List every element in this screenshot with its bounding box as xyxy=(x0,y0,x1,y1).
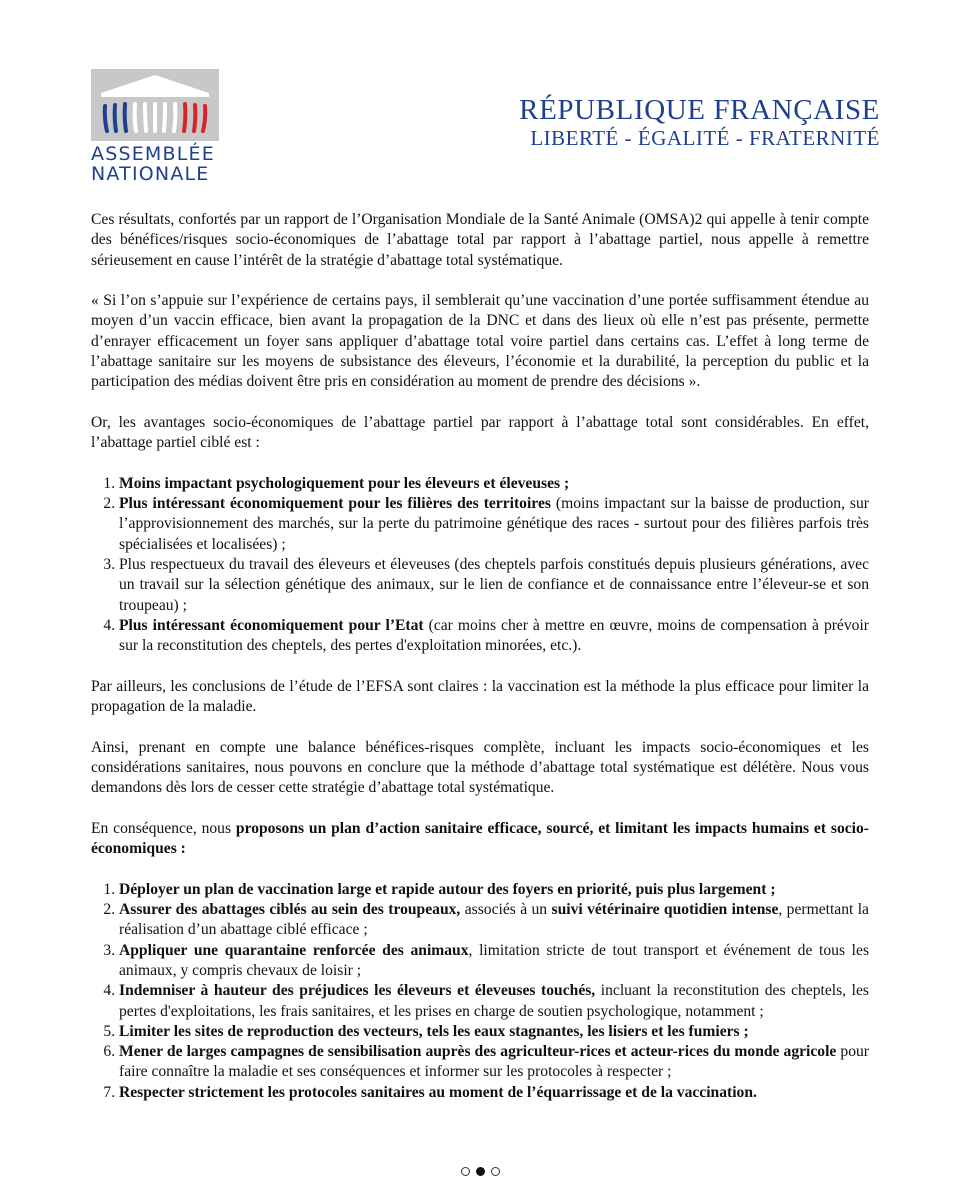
hemicycle-emblem xyxy=(91,69,219,141)
republic-title: RÉPUBLIQUE FRANÇAISE xyxy=(519,94,880,126)
advantages-list xyxy=(91,474,869,657)
logo-wordmark xyxy=(91,144,219,184)
page-indicator xyxy=(0,1163,960,1181)
list-item: 1. Déployer un plan de vaccination large et rapide autour des foyers en priorité, puis plus largement ; xyxy=(119,880,869,900)
list-item: 3. Plus respectueux du travail des éleveurs et éleveuses (des cheptels parfois constitués depuis plusieurs générations, avec un travail sur la sélection génétique des animaux, sur le lien de confiance et de connaissance entre l’éleveur-se et son troupeau) ; xyxy=(119,555,869,616)
paragraph-omsa: Ces résultats, confortés par un rapport de l’Organisation Mondiale de la Santé Animale (OMSA)2 qui appelle à tenir compte des bénéfices/risques socio-économiques de l’abattage total par rapport à l’abattage partiel, nous appelle à remettre sérieusement en cause l’intérêt de la stratégie d’abattage total systématique. xyxy=(91,211,869,269)
page-dot-1[interactable] xyxy=(461,1167,470,1176)
republic-header xyxy=(519,94,880,150)
list-item: 4. Indemniser à hauteur des préjudices les éleveurs et éleveuses touchés, incluant la reconstitution des cheptels, les pertes d'exploitations, les frais sanitaires, et les prises en charge de soutien psychologique, notamment ; xyxy=(119,981,869,1022)
assemblee-nationale-logo xyxy=(91,69,219,184)
action-plan-list xyxy=(91,880,869,1103)
list-item: 2. Assurer des abattages ciblés au sein des troupeaux, associés à un suivi vétérinaire quotidien intense, permettant la réalisation d’un abattage ciblé efficace ; xyxy=(119,900,869,941)
hemicycle-icon xyxy=(91,69,219,141)
paragraph-advantages-intro: Or, les avantages socio-économiques de l’abattage partiel par rapport à l’abattage total sont considérables. En effet, l’abattage partiel ciblé est : xyxy=(91,413,869,452)
logo-line-2: NATIONALE xyxy=(91,163,210,185)
list-item: 5. Limiter les sites de reproduction des vecteurs, tels les eaux stagnantes, les lisiers et les fumiers ; xyxy=(119,1022,869,1042)
paragraph-plan-intro: En conséquence, nous proposons un plan d’action sanitaire efficace, sourcé, et limitant les impacts humains et socio-économiques : xyxy=(91,819,869,858)
document-body xyxy=(91,210,869,1123)
paragraph-quote: « Si l’on s’appuie sur l’expérience de certains pays, il semblerait qu’une vaccination d’une portée suffisamment étendue au moyen d’un vaccin efficace, bien avant la propagation de la DNC et dans des lieux où elle n’est pas présente, permette d’enrayer efficacement un foyer sans appliquer d’abattage total voire partiel dans certains cas. L’effet à long terme de l’abattage sanitaire sur les moyens de subsistance des éleveurs, l’économie et la durabilité, la perception du public et la participation des médias doivent être pris en considération au moment de prendre des décisions ». xyxy=(91,292,869,391)
list-item: 2. Plus intéressant économiquement pour les filières des territoires (moins impactant sur la baisse de production, sur l’approvisionnement des marchés, sur la perte du patrimoine génétique des races - surtout pour des filières parfois très spécialisées et localisées) ; xyxy=(119,494,869,555)
list-item: 1. Moins impactant psychologiquement pour les éleveurs et éleveuses ; xyxy=(119,474,869,494)
list-item: 6. Mener de larges campagnes de sensibilisation auprès des agriculteur-rices et acteur-rices du monde agricole pour faire connaître la maladie et ses conséquences et informer sur les protocoles à respecter ; xyxy=(119,1042,869,1083)
paragraph-conclusion: Ainsi, prenant en compte une balance bénéfices-risques complète, incluant les impacts socio-économiques et les considérations sanitaires, nous pouvons en conclure que la méthode d’abattage total systématique est délétère. Nous vous demandons dès lors de cesser cette stratégie d’abattage total systématique. xyxy=(91,738,869,797)
list-item: 7. Respecter strictement les protocoles sanitaires au moment de l’équarrissage et de la vaccination. xyxy=(119,1083,869,1103)
republic-motto: LIBERTÉ - ÉGALITÉ - FRATERNITÉ xyxy=(530,126,880,150)
page-dot-2[interactable] xyxy=(476,1167,485,1176)
logo-line-1: ASSEMBLÉE xyxy=(91,143,215,165)
list-item: 4. Plus intéressant économiquement pour l’Etat (car moins cher à mettre en œuvre, moins de compensation à prévoir sur la reconstitution des cheptels, des pertes d'exploitation minorées, etc.). xyxy=(119,616,869,657)
list-item: 3. Appliquer une quarantaine renforcée des animaux, limitation stricte de tout transport et événement de tous les animaux, y compris chevaux de loisir ; xyxy=(119,941,869,982)
paragraph-efsa: Par ailleurs, les conclusions de l’étude de l’EFSA sont claires : la vaccination est la méthode la plus efficace pour limiter la propagation de la maladie. xyxy=(91,677,869,716)
page-dot-3[interactable] xyxy=(491,1167,500,1176)
